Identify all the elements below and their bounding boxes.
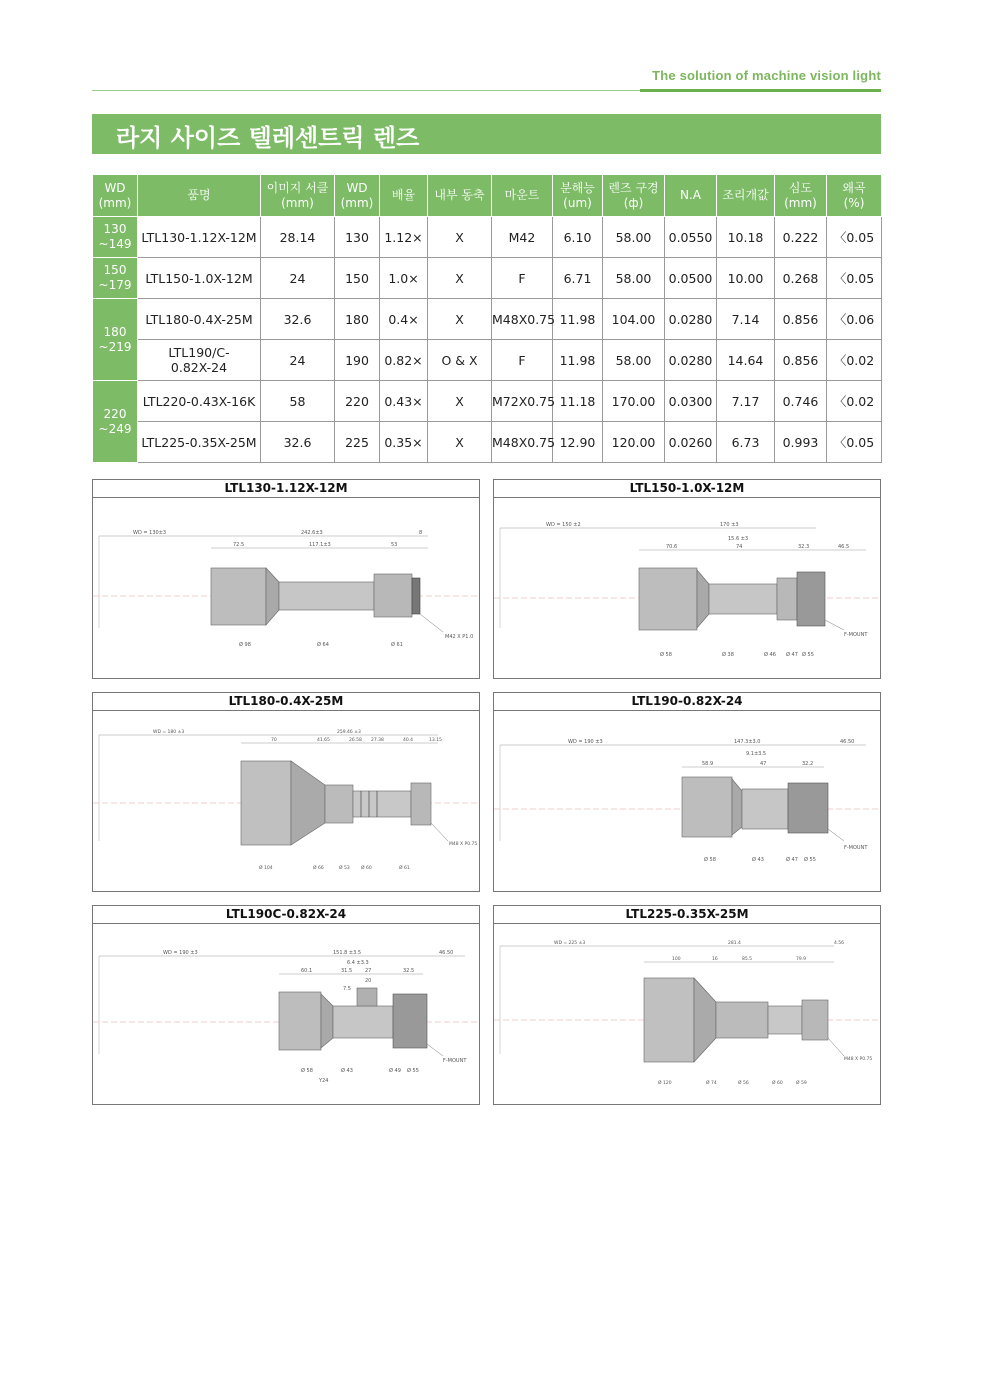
cell-mag: 0.4× xyxy=(380,299,428,340)
dim-label: F-MOUNT xyxy=(844,845,868,851)
cell-coax: X xyxy=(428,217,492,258)
drawing-title: LTL180-0.4X-25M xyxy=(93,693,479,711)
table-row xyxy=(93,258,882,299)
dim-label: Ø 74 xyxy=(706,1081,717,1086)
wd-group-cell: 220 ~249 xyxy=(93,381,138,463)
cell-wd: 220 xyxy=(335,381,380,422)
dim-label: 46.50 xyxy=(439,950,454,956)
dim-label: Ø 46 xyxy=(764,652,776,658)
dim-label: M48 X P0.75 xyxy=(449,842,478,847)
drawing-panel xyxy=(92,692,480,892)
cell-aperture: 10.18 xyxy=(717,217,775,258)
cell-name: LTL225-0.35X-25M xyxy=(138,422,261,463)
col-na: N.A xyxy=(665,175,717,217)
page-title: 라지 사이즈 텔레센트릭 렌즈 xyxy=(116,124,420,152)
cell-mag: 1.0× xyxy=(380,258,428,299)
dim-label: WD = 130±3 xyxy=(133,530,167,536)
dim-label: 46.5 xyxy=(838,544,850,550)
drawing-panel xyxy=(493,692,881,892)
cell-image: 32.6 xyxy=(261,299,335,340)
cell-name: LTL130-1.12X-12M xyxy=(138,217,261,258)
cell-dist: 〈0.02 xyxy=(827,340,882,381)
dim-label: Ø 49 xyxy=(389,1068,401,1074)
col-wd2: WD (mm) xyxy=(335,175,380,217)
dim-label: 13.15 xyxy=(429,738,442,743)
dim-label: WD = 225 ±3 xyxy=(554,941,586,946)
dim-label: Ø 120 xyxy=(658,1081,672,1086)
cell-aperture: 6.73 xyxy=(717,422,775,463)
cell-image: 24 xyxy=(261,258,335,299)
cell-res: 12.90 xyxy=(553,422,603,463)
dim-label: 40.4 xyxy=(403,738,414,743)
cell-coax: X xyxy=(428,381,492,422)
dim-label: WD = 150 ±2 xyxy=(546,522,581,528)
cell-mount: M48X0.75 xyxy=(492,422,553,463)
col-mount: 마운트 xyxy=(492,175,553,217)
dim-label: F-MOUNT xyxy=(443,1058,467,1064)
dim-label: 9.1±3.5 xyxy=(746,751,767,757)
dim-label: 32.2 xyxy=(802,761,814,767)
dim-label: M48 X P0.75 xyxy=(844,1057,873,1062)
cell-diam: 58.00 xyxy=(603,340,665,381)
dim-label: Ø 58 xyxy=(704,857,716,863)
cell-res: 11.98 xyxy=(553,299,603,340)
dim-label: Ø 53 xyxy=(339,866,350,871)
cell-name: LTL180-0.4X-25M xyxy=(138,299,261,340)
cell-mount: M72X0.75 xyxy=(492,381,553,422)
dim-label: 26.58 xyxy=(349,738,362,743)
header-accent-line xyxy=(640,89,881,92)
header-tagline: The solution of machine vision light xyxy=(652,68,881,83)
dim-label: Ø 55 xyxy=(802,652,814,658)
cell-wd: 150 xyxy=(335,258,380,299)
cell-res: 11.18 xyxy=(553,381,603,422)
cell-diam: 58.00 xyxy=(603,217,665,258)
cell-dist: 〈0.05 xyxy=(827,258,882,299)
dim-label: Ø 64 xyxy=(317,642,329,648)
dim-label: 41.65 xyxy=(317,738,330,743)
dim-label: 100 xyxy=(672,957,681,962)
dim-label: 79.9 xyxy=(796,957,807,962)
col-dof: 심도 (mm) xyxy=(775,175,827,217)
dim-label: F-MOUNT xyxy=(844,632,868,638)
dim-label: 27 xyxy=(365,968,372,974)
cell-dist: 〈0.05 xyxy=(827,217,882,258)
dim-label: Ø 60 xyxy=(772,1081,783,1086)
cell-na: 0.0300 xyxy=(665,381,717,422)
table-row xyxy=(93,422,882,463)
cell-aperture: 7.17 xyxy=(717,381,775,422)
cell-aperture: 14.64 xyxy=(717,340,775,381)
dim-label: Ø 61 xyxy=(399,866,410,871)
table-row xyxy=(93,299,882,340)
dim-label: 53 xyxy=(391,542,398,548)
lens-drawing xyxy=(494,924,880,1104)
dim-label: Ø 38 xyxy=(722,652,734,658)
dim-label: Ø 98 xyxy=(239,642,251,648)
dim-label: 32.3 xyxy=(798,544,810,550)
cell-dof: 0.222 xyxy=(775,217,827,258)
col-aperture: 조리개값 xyxy=(717,175,775,217)
col-name: 품명 xyxy=(138,175,261,217)
cell-dist: 〈0.02 xyxy=(827,381,882,422)
cell-dof: 0.856 xyxy=(775,299,827,340)
drawing-title: LTL225-0.35X-25M xyxy=(494,906,880,924)
cell-wd: 190 xyxy=(335,340,380,381)
cell-na: 0.0260 xyxy=(665,422,717,463)
dim-label: Ø 59 xyxy=(796,1081,807,1086)
cell-image: 58 xyxy=(261,381,335,422)
dim-label: 117.1±3 xyxy=(309,542,331,548)
dim-label: Ø 43 xyxy=(752,857,764,863)
dim-label: Ø 66 xyxy=(313,866,324,871)
dim-label: 281.4 xyxy=(728,941,741,946)
dim-label: M42 X P1.0 xyxy=(445,634,474,640)
cell-mount: M48X0.75 xyxy=(492,299,553,340)
dim-label: Ø 47 xyxy=(786,652,798,658)
dim-label: 7.5 xyxy=(343,986,351,992)
dim-label: 259.46 ±3 xyxy=(337,730,361,735)
dim-label: 6.4 ±3.3 xyxy=(347,960,369,966)
dim-label: Y24 xyxy=(319,1078,329,1084)
cell-diam: 120.00 xyxy=(603,422,665,463)
lens-drawing xyxy=(93,711,479,891)
dim-label: 31.5 xyxy=(341,968,353,974)
dim-label: 32.5 xyxy=(403,968,415,974)
lens-drawing xyxy=(494,498,880,678)
cell-image: 28.14 xyxy=(261,217,335,258)
cell-image: 24 xyxy=(261,340,335,381)
cell-res: 6.71 xyxy=(553,258,603,299)
cell-dof: 0.746 xyxy=(775,381,827,422)
dim-label: 15.6 ±3 xyxy=(728,536,749,542)
dim-label: Ø 47 xyxy=(786,857,798,863)
cell-res: 11.98 xyxy=(553,340,603,381)
cell-coax: X xyxy=(428,258,492,299)
col-resolution: 분해능 (um) xyxy=(553,175,603,217)
table-row xyxy=(93,340,882,381)
dim-label: Ø 56 xyxy=(738,1081,749,1086)
cell-aperture: 10.00 xyxy=(717,258,775,299)
col-distortion: 왜곡 (%) xyxy=(827,175,882,217)
drawing-panel xyxy=(493,479,881,679)
cell-mag: 0.82× xyxy=(380,340,428,381)
col-coax: 내부 동축 xyxy=(428,175,492,217)
drawing-panel xyxy=(493,905,881,1105)
cell-name: LTL150-1.0X-12M xyxy=(138,258,261,299)
wd-group-cell: 180 ~219 xyxy=(93,299,138,381)
cell-diam: 58.00 xyxy=(603,258,665,299)
cell-na: 0.0280 xyxy=(665,299,717,340)
cell-dof: 0.856 xyxy=(775,340,827,381)
section-title-bar xyxy=(92,114,881,154)
dim-label: WD = 190 ±3 xyxy=(163,950,198,956)
dim-label: WD = 180 ±3 xyxy=(153,730,185,735)
dim-label: 47 xyxy=(760,761,767,767)
dim-label: 20 xyxy=(365,978,372,984)
dim-label: Ø 43 xyxy=(341,1068,353,1074)
lens-drawing xyxy=(494,711,880,891)
dim-label: Ø 58 xyxy=(301,1068,313,1074)
drawing-title: LTL190C-0.82X-24 xyxy=(93,906,479,924)
cell-diam: 104.00 xyxy=(603,299,665,340)
drawing-title: LTL130-1.12X-12M xyxy=(93,480,479,498)
cell-na: 0.0500 xyxy=(665,258,717,299)
dim-label: 151.8 ±3.5 xyxy=(333,950,362,956)
cell-dof: 0.993 xyxy=(775,422,827,463)
dim-label: 46.50 xyxy=(840,739,855,745)
cell-wd: 130 xyxy=(335,217,380,258)
dim-label: Ø 61 xyxy=(391,642,403,648)
cell-mag: 0.43× xyxy=(380,381,428,422)
dim-label: Ø 60 xyxy=(361,866,372,871)
table-row xyxy=(93,381,882,422)
dim-label: Ø 104 xyxy=(259,866,273,871)
cell-mount: F xyxy=(492,340,553,381)
dim-label: 70.6 xyxy=(666,544,678,550)
cell-name: LTL190/C- 0.82X-24 xyxy=(138,340,261,381)
dim-label: 27.38 xyxy=(371,738,384,743)
table-row xyxy=(93,217,882,258)
drawing-title: LTL190-0.82X-24 xyxy=(494,693,880,711)
cell-mount: M42 xyxy=(492,217,553,258)
dim-label: 74 xyxy=(736,544,743,550)
cell-res: 6.10 xyxy=(553,217,603,258)
cell-na: 0.0280 xyxy=(665,340,717,381)
dim-label: 60.1 xyxy=(301,968,313,974)
cell-image: 32.6 xyxy=(261,422,335,463)
cell-coax: X xyxy=(428,299,492,340)
cell-wd: 225 xyxy=(335,422,380,463)
drawing-panel xyxy=(92,905,480,1105)
wd-group-cell: 130 ~149 xyxy=(93,217,138,258)
cell-mag: 0.35× xyxy=(380,422,428,463)
dim-label: 8 xyxy=(419,530,423,536)
dim-label: 85.5 xyxy=(742,957,753,962)
cell-dof: 0.268 xyxy=(775,258,827,299)
dim-label: 16 xyxy=(712,957,718,962)
cell-wd: 180 xyxy=(335,299,380,340)
drawing-title: LTL150-1.0X-12M xyxy=(494,480,880,498)
dim-label: 147.3±3.0 xyxy=(734,739,761,745)
col-mag: 배율 xyxy=(380,175,428,217)
cell-mag: 1.12× xyxy=(380,217,428,258)
dim-label: 4.56 xyxy=(834,941,845,946)
cell-coax: O & X xyxy=(428,340,492,381)
dim-label: WD = 190 ±3 xyxy=(568,739,603,745)
lens-drawing xyxy=(93,924,479,1104)
dim-label: 170 ±3 xyxy=(720,522,739,528)
dim-label: Ø 55 xyxy=(407,1068,419,1074)
cell-na: 0.0550 xyxy=(665,217,717,258)
cell-coax: X xyxy=(428,422,492,463)
table-header-row xyxy=(93,175,882,217)
dim-label: 70 xyxy=(271,738,277,743)
col-diameter: 렌즈 구경 (ф) xyxy=(603,175,665,217)
cell-name: LTL220-0.43X-16K xyxy=(138,381,261,422)
dim-label: 58.9 xyxy=(702,761,714,767)
cell-mount: F xyxy=(492,258,553,299)
wd-group-cell: 150 ~179 xyxy=(93,258,138,299)
drawing-panel xyxy=(92,479,480,679)
col-image-circle: 이미지 서클 (mm) xyxy=(261,175,335,217)
cell-dist: 〈0.05 xyxy=(827,422,882,463)
lens-drawing xyxy=(93,498,479,678)
cell-diam: 170.00 xyxy=(603,381,665,422)
cell-aperture: 7.14 xyxy=(717,299,775,340)
dim-label: 72.5 xyxy=(233,542,245,548)
dim-label: Ø 58 xyxy=(660,652,672,658)
cell-dist: 〈0.06 xyxy=(827,299,882,340)
spec-table xyxy=(92,174,882,463)
col-wd: WD (mm) xyxy=(93,175,138,217)
dim-label: 242.6±3 xyxy=(301,530,323,536)
dim-label: Ø 55 xyxy=(804,857,816,863)
